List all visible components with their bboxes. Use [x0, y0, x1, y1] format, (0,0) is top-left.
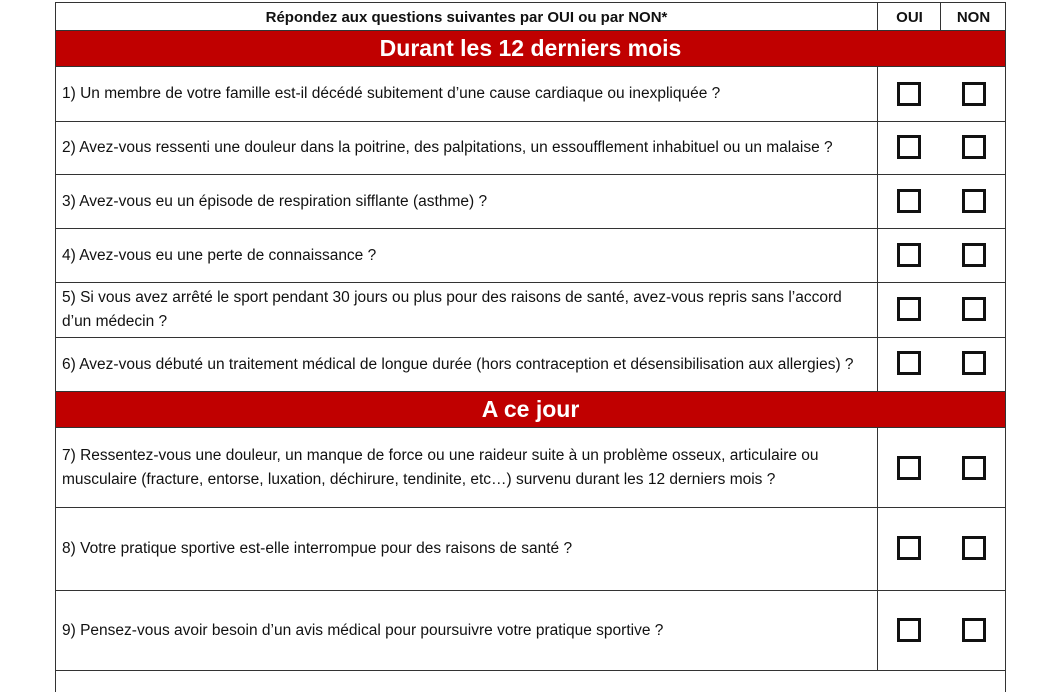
answer-cell: [877, 122, 1005, 174]
no-checkbox[interactable]: [962, 618, 986, 642]
yes-checkbox[interactable]: [897, 618, 921, 642]
answer-cell: [877, 175, 1005, 228]
question-text: 2) Avez-vous ressenti une douleur dans la poitrine, des palpitations, un essoufflement inhabituel ou un malaise ?: [62, 139, 833, 156]
section-header-today: A ce jour: [56, 391, 1005, 427]
table-header-row: [56, 2, 1005, 30]
question-text: 8) Votre pratique sportive est-elle interrompue pour des raisons de santé ?: [62, 540, 573, 557]
question-row-4: [56, 228, 1005, 282]
question-text: 3) Avez-vous eu un épisode de respiration sifflante (asthme) ?: [62, 192, 488, 210]
answer-cell: [877, 338, 1005, 391]
instruction-header: Répondez aux questions suivantes par OUI ou par NON*: [265, 8, 668, 26]
no-checkbox[interactable]: [962, 456, 986, 480]
no-checkbox[interactable]: [962, 297, 986, 321]
answer-cell: [877, 508, 1005, 590]
yes-checkbox[interactable]: [897, 456, 921, 480]
no-checkbox[interactable]: [962, 536, 986, 560]
yes-checkbox[interactable]: [897, 536, 921, 560]
no-checkbox[interactable]: [962, 351, 986, 375]
yes-checkbox[interactable]: [897, 135, 921, 159]
no-checkbox[interactable]: [962, 189, 986, 213]
yes-checkbox[interactable]: [897, 297, 921, 321]
answer-cell: [877, 591, 1005, 670]
yes-checkbox[interactable]: [897, 243, 921, 267]
yes-checkbox[interactable]: [897, 189, 921, 213]
yes-checkbox[interactable]: [897, 351, 921, 375]
yes-column-header: OUI: [877, 3, 941, 31]
no-checkbox[interactable]: [962, 243, 986, 267]
question-text: 1) Un membre de votre famille est-il décédé subitement d’une cause cardiaque ou inexpliquée ?: [62, 85, 721, 102]
no-checkbox[interactable]: [962, 82, 986, 106]
question-row-6: [56, 337, 1005, 391]
answer-cell: [877, 67, 1005, 121]
question-row-1: [56, 66, 1005, 121]
answer-cell: [877, 283, 1005, 337]
questionnaire-table: [55, 2, 1006, 692]
question-text: 4) Avez-vous eu une perte de connaissance ?: [62, 246, 377, 264]
answer-cell: [877, 428, 1005, 507]
question-row-7: [56, 427, 1005, 507]
section-header-last-12-months: Durant les 12 derniers mois: [56, 30, 1005, 66]
question-text: 5) Si vous avez arrêté le sport pendant 30 jours ou plus pour des raisons de santé, avez-vous repris sans l’accord d’un médecin ?: [62, 289, 842, 330]
question-text: 9) Pensez-vous avoir besoin d’un avis médical pour poursuivre votre pratique sportive ?: [62, 621, 664, 639]
question-row-2: [56, 121, 1005, 174]
question-text: 7) Ressentez-vous une douleur, un manque de force ou une raideur suite à un problème osseux, articulaire ou musculaire (fracture, entorse, luxation, déchirure, tendinite, etc…) survenu durant les 12 derniers mois ?: [62, 446, 819, 488]
next-row-partial: [56, 670, 1005, 692]
question-row-8: [56, 507, 1005, 590]
question-row-9: [56, 590, 1005, 670]
question-text: 6) Avez-vous débuté un traitement médical de longue durée (hors contraception et désensibilisation aux allergies) ?: [62, 355, 854, 373]
question-row-5: [56, 282, 1005, 337]
answer-cell: [877, 229, 1005, 282]
question-row-3: [56, 174, 1005, 228]
yes-checkbox[interactable]: [897, 82, 921, 106]
no-column-header: NON: [940, 3, 1006, 31]
no-checkbox[interactable]: [962, 135, 986, 159]
